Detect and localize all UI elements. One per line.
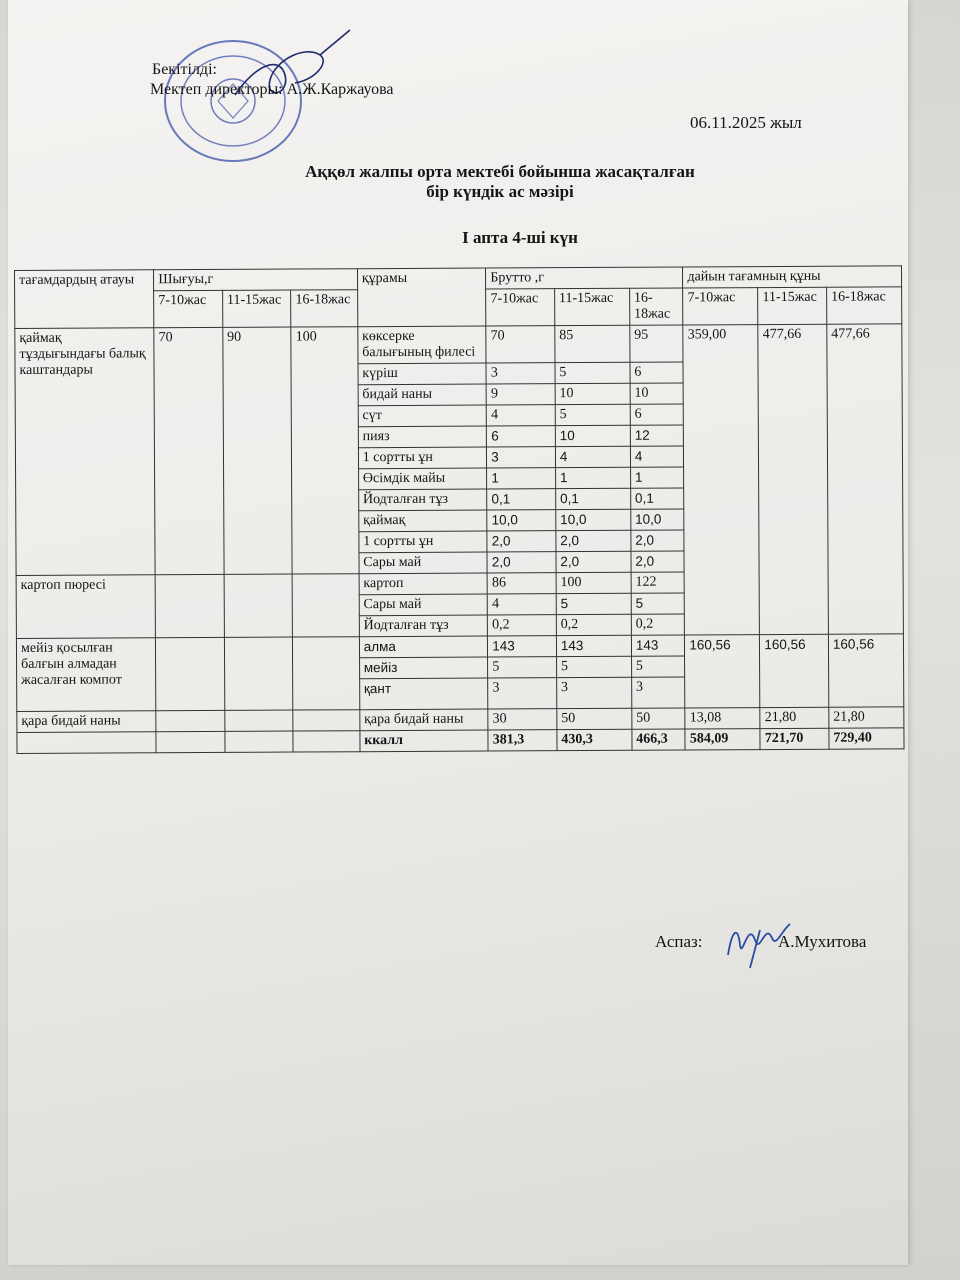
gross-value: 4 bbox=[487, 405, 556, 426]
kcal-value: 21,80 bbox=[829, 707, 904, 728]
table-row bbox=[15, 324, 902, 366]
total-row bbox=[17, 728, 904, 754]
header-age: 16-18жас bbox=[629, 288, 683, 325]
total-kcal: 584,09 bbox=[685, 729, 760, 750]
header-age: 11-15жас bbox=[554, 288, 629, 325]
total-label: ккалл bbox=[360, 730, 489, 752]
gross-value: 1 bbox=[555, 467, 630, 488]
header-age: 11-15жас bbox=[758, 287, 827, 324]
gross-value: 1 bbox=[487, 468, 556, 489]
ingredient-name: пияз bbox=[358, 426, 487, 448]
kcal-value: 160,56 bbox=[685, 635, 760, 708]
gross-value: 4 bbox=[487, 594, 556, 615]
gross-value: 0,2 bbox=[556, 614, 631, 635]
gross-value: 5 bbox=[555, 362, 630, 383]
ingredient-name: алма bbox=[359, 636, 488, 658]
gross-value: 0,1 bbox=[487, 489, 556, 510]
kcal-value: 160,56 bbox=[828, 634, 903, 707]
gross-value: 3 bbox=[488, 678, 557, 709]
gross-value: 5 bbox=[556, 656, 631, 677]
gross-value: 10,0 bbox=[556, 509, 631, 530]
ingredient-name: қара бидай наны bbox=[360, 709, 489, 731]
empty-cell bbox=[225, 731, 294, 752]
output-value: 100 bbox=[291, 327, 359, 574]
document-date: 06.11.2025 жыл bbox=[690, 113, 802, 132]
gross-value: 9 bbox=[486, 384, 555, 405]
gross-value: 1 bbox=[630, 467, 684, 488]
gross-value: 6 bbox=[630, 362, 684, 383]
gross-value: 30 bbox=[488, 709, 557, 730]
gross-value: 50 bbox=[557, 708, 632, 729]
gross-value: 5 bbox=[631, 593, 685, 614]
gross-value: 70 bbox=[486, 326, 555, 363]
output-value bbox=[155, 574, 224, 637]
dish-name: мейіз қосылған балғын алмадан жасалған компот bbox=[16, 638, 156, 712]
header-gross: Брутто ,г bbox=[486, 267, 683, 289]
ingredient-name: Сары май bbox=[359, 552, 488, 574]
ingredient-name: күріш bbox=[358, 363, 487, 385]
title-line-2: бір күндік ас мәзірі bbox=[426, 182, 574, 201]
gross-value: 4 bbox=[630, 446, 684, 467]
header-age: 11-15жас bbox=[222, 290, 291, 327]
ingredient-name: мейіз bbox=[359, 657, 488, 679]
empty-cell bbox=[293, 731, 360, 752]
output-value bbox=[156, 710, 225, 731]
title-line-1: Аққөл жалпы орта мектебі бойынша жасақталған bbox=[305, 162, 695, 181]
gross-value: 6 bbox=[487, 426, 556, 447]
gross-value: 6 bbox=[630, 404, 684, 425]
header-age: 7-10жас bbox=[154, 290, 223, 327]
gross-value: 5 bbox=[556, 593, 631, 614]
ingredient-name: Сары май bbox=[359, 594, 488, 616]
output-value bbox=[156, 637, 225, 710]
output-value bbox=[292, 574, 359, 637]
output-value bbox=[293, 637, 360, 710]
header-calories: дайын тағамның құны bbox=[683, 266, 902, 288]
director-signature bbox=[225, 25, 355, 115]
header-output: Шығуы,г bbox=[154, 269, 358, 291]
dish-name: қаймақ тұздығындағы балық каштандары bbox=[15, 328, 156, 576]
gross-value: 2,0 bbox=[487, 531, 556, 552]
gross-value: 2,0 bbox=[631, 551, 685, 572]
header-age: 16-18жас bbox=[291, 290, 358, 327]
gross-value: 2,0 bbox=[631, 530, 685, 551]
gross-value: 4 bbox=[555, 446, 630, 467]
kcal-value: 477,66 bbox=[758, 324, 828, 634]
empty-cell bbox=[156, 731, 225, 752]
gross-value: 3 bbox=[486, 363, 555, 384]
output-value bbox=[224, 637, 293, 710]
week-day-title: I апта 4-ші күн bbox=[462, 228, 578, 247]
dish-name: қара бидай наны bbox=[17, 711, 156, 733]
gross-value: 2,0 bbox=[556, 551, 631, 572]
total-gross: 430,3 bbox=[557, 729, 632, 750]
cook-name: А.Мухитова bbox=[778, 932, 867, 951]
output-value: 70 bbox=[154, 327, 224, 574]
ingredient-name: Йодталған тұз bbox=[358, 489, 487, 511]
gross-value: 3 bbox=[556, 677, 631, 708]
gross-value: 0,1 bbox=[630, 488, 684, 509]
cook-label: Аспаз: bbox=[655, 932, 703, 951]
gross-value: 10 bbox=[630, 383, 684, 404]
gross-value: 85 bbox=[555, 325, 630, 362]
gross-value: 95 bbox=[630, 325, 684, 362]
gross-value: 10,0 bbox=[487, 510, 556, 531]
gross-value: 10,0 bbox=[631, 509, 685, 530]
ingredient-name: қаймақ bbox=[359, 510, 488, 532]
kcal-value: 21,80 bbox=[760, 707, 829, 728]
dish-name: картоп пюресі bbox=[16, 575, 156, 639]
gross-value: 0,1 bbox=[555, 488, 630, 509]
empty-cell bbox=[17, 732, 156, 754]
gross-value: 100 bbox=[556, 572, 631, 593]
ingredient-name: 1 сортты ұн bbox=[358, 447, 487, 469]
gross-value: 5 bbox=[555, 404, 630, 425]
kcal-value: 359,00 bbox=[683, 325, 760, 635]
gross-value: 3 bbox=[631, 677, 685, 708]
total-kcal: 729,40 bbox=[829, 728, 904, 749]
ingredient-name: сүт bbox=[358, 405, 487, 427]
ingredient-name: Йодталған тұз bbox=[359, 615, 488, 637]
gross-value: 10 bbox=[555, 425, 630, 446]
total-gross: 466,3 bbox=[632, 729, 686, 750]
header-dish: тағамдардың атауы bbox=[15, 270, 155, 329]
output-value bbox=[225, 710, 294, 731]
gross-value: 2,0 bbox=[487, 552, 556, 573]
output-value bbox=[293, 710, 360, 731]
output-value: 90 bbox=[223, 327, 293, 574]
output-value bbox=[224, 574, 293, 637]
menu-table bbox=[14, 265, 905, 754]
kcal-value: 160,56 bbox=[760, 634, 829, 707]
header-age: 7-10жас bbox=[683, 288, 758, 325]
total-kcal: 721,70 bbox=[760, 728, 829, 749]
approved-label: Бекітілді: bbox=[152, 61, 217, 78]
gross-value: 50 bbox=[632, 708, 686, 729]
gross-value: 2,0 bbox=[556, 530, 631, 551]
gross-value: 3 bbox=[487, 447, 556, 468]
gross-value: 122 bbox=[631, 572, 685, 593]
director-line: Мектеп директоры: А.Ж.Каржауова bbox=[150, 81, 394, 98]
header-composition: құрамы bbox=[357, 268, 486, 327]
ingredient-name: бидай наны bbox=[358, 384, 487, 406]
gross-value: 5 bbox=[631, 656, 685, 677]
table-row bbox=[16, 634, 903, 660]
ingredient-name: қант bbox=[359, 678, 488, 710]
gross-value: 12 bbox=[630, 425, 684, 446]
total-gross: 381,3 bbox=[488, 730, 557, 751]
gross-value: 0,2 bbox=[488, 615, 557, 636]
gross-value: 0,2 bbox=[631, 614, 685, 635]
ingredient-name: Өсімдік майы bbox=[358, 468, 487, 490]
gross-value: 143 bbox=[556, 635, 631, 656]
header-age: 16-18жас bbox=[827, 287, 902, 324]
gross-value: 143 bbox=[631, 635, 685, 656]
kcal-value: 477,66 bbox=[827, 324, 904, 634]
gross-value: 143 bbox=[488, 636, 557, 657]
gross-value: 10 bbox=[555, 383, 630, 404]
ingredient-name: 1 сортты ұн bbox=[359, 531, 488, 553]
ingredient-name: картоп bbox=[359, 573, 488, 595]
gross-value: 5 bbox=[488, 657, 557, 678]
header-age: 7-10жас bbox=[486, 289, 555, 326]
gross-value: 86 bbox=[487, 573, 556, 594]
ingredient-name: көксерке балығының филесі bbox=[358, 326, 487, 364]
kcal-value: 13,08 bbox=[685, 708, 760, 729]
